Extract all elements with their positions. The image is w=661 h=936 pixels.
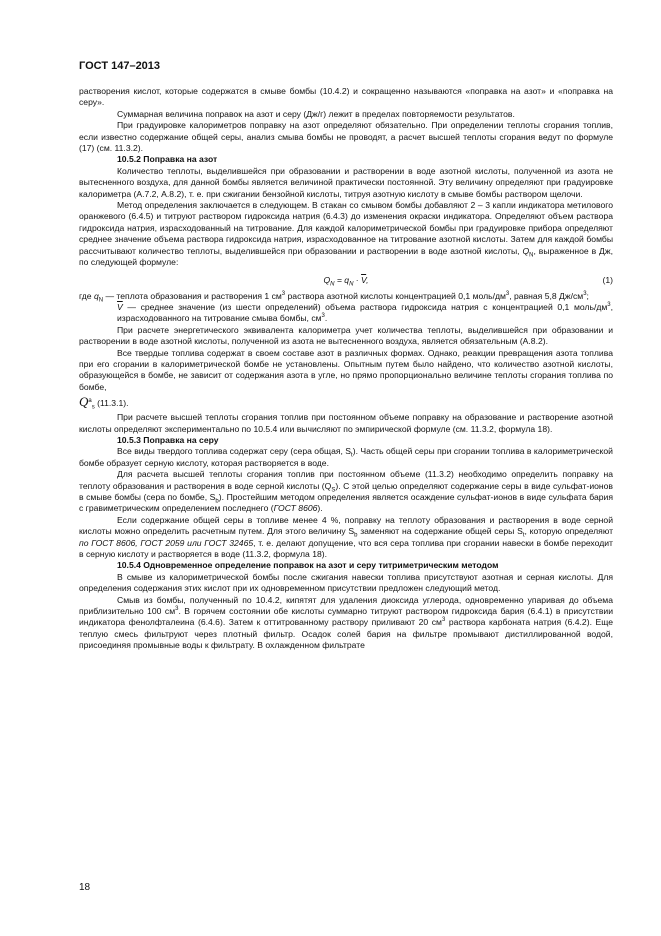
formula-expression — [79, 272, 613, 289]
formula-1 — [79, 272, 613, 289]
text-run: , т. е. делают допущение, что вся сера топлива при сгорании навески в бомбе переходит в серную кислоту и растворяется в воде (11.3.2, формула 18). — [79, 537, 613, 560]
paragraph — [79, 200, 613, 268]
text-run: Для расчета высшей теплоты сгорания топлив при постоянном объеме (11.3.2) необходимо определить поправку на теплоту образования и растворения в воде серной кислоты (Q — [79, 469, 613, 491]
paragraph — [79, 446, 613, 469]
text-run: где — [79, 290, 94, 301]
superscript: 3 — [321, 313, 325, 320]
standard-reference: ГОСТ 8606 — [273, 503, 318, 514]
text-run: , которую определяют — [524, 526, 614, 537]
paragraph: При расчете энергетического эквивалента калориметра учет количества теплоты, выделившейся при образовании и растворении в воде азотной кислоты, полученной из азота не вытесненного воздуха, является обязательным (А.8.2). — [79, 324, 613, 347]
paragraph: Суммарная величина поправок на азот и серу (Дж/г) лежит в пределах повторяемости результатов. — [117, 108, 515, 119]
text-run: Метод определения заключается в следующем. В стакан со смывом бомбы добавляют 2 – 3 капли индикатора метилового оранжевого (6.4.5) и титруют раствором гидроксида натрия (6.4.3) до изменения окраски индикатора. Определяют объем раствора гидроксида натрия, израсходованный на титрование. Для каждой калориметрической бомбы при градуировке прибора определяют среднее значение объема раствора гидроксида натрия, израсходованное на титрование азотной кислоты. Затем для каждой бомбы рассчитывают количество теплоты, выделившейся при образовании и растворении в воде азотной кислоты, — [79, 200, 613, 256]
superscript: 3 — [175, 606, 179, 613]
superscript: 3 — [583, 290, 587, 297]
text-run: , израсходованного на титрование смыва бомбы, см — [117, 301, 613, 324]
formula-eq: = q — [334, 274, 350, 285]
superscript: 3 — [607, 302, 611, 309]
paragraph: В смыве из калориметрической бомбы после сжигания навески топлива присутствуют азотная и серная кислоты. Для определения содержания этих кислот при их одновременном присутствии предложен следующий метод. — [79, 571, 613, 594]
subscript: t — [522, 532, 525, 539]
text-run: (11.3.1). — [94, 398, 129, 409]
text-run: Смыв из бомбы, полученный по 10.4.2, кипятят для удаления диоксида углерода, одновременно упаривая до объема приблизительно 100 см — [79, 594, 613, 617]
text-run: . В горячем состоянии обе кислоты суммарно титруют раствором гидроксида бария (6.4.1) в присутствии индикатора фенолфталеина (6.4.6). Затем к оттитрованному раствору приливают 20 см — [79, 606, 613, 628]
text-run: , равная 5,8 Дж/см — [509, 290, 584, 301]
superscript: 3 — [505, 290, 510, 297]
section-heading-10-5-3: 10.5.3 Поправка на серу — [117, 434, 219, 445]
superscript: 3 — [441, 617, 446, 624]
subscript: t — [351, 453, 353, 460]
text-run: Все виды твердого топлива содержат серу (сера общая, S — [117, 446, 352, 457]
section-heading-10-5-2: 10.5.2 Поправка на азот — [117, 154, 218, 165]
paragraph: При расчете высшей теплоты сгорания топлив при постоянном объеме поправку на образование и растворение азотной кислоты определяют экспериментально по 10.5.4 или вычисляют по эмпирической формуле (см. 11.3.2, формула 18). — [79, 412, 613, 434]
subscript: N — [330, 281, 335, 288]
document-body — [79, 86, 613, 652]
symbol: $\overline{V}$ — [117, 301, 123, 312]
section-heading-10-5-4: 10.5.4 Одновременное определение поправок на азот и серу титриметрическим методом — [117, 560, 499, 571]
formula-lhs: Q — [323, 274, 331, 285]
paragraph — [79, 595, 613, 652]
symbol: Q — [522, 245, 530, 256]
paragraph — [79, 515, 613, 561]
symbol: Q — [79, 394, 89, 410]
formula-v: $\overline{V}$ — [361, 274, 367, 285]
text-run: ). — [317, 503, 323, 514]
paragraph: Количество теплоты, выделившейся при образовании и растворении в воде азотной кислоты, полученной из азота не вытесненного воздуха, для данной бомбы является величиной практически постоянной. Эту величину определяют при градуировке калориметра (А.7.2, А.8.2), т. е. при сжигании бензойной кислоты, титруя азотную кислоту в смыве бомбы раствором щелочи. — [79, 165, 613, 199]
text-run: — среднее значение (из шести определений) объема раствора гидроксида натрия с концентрацией 0,1 моль/дм — [122, 301, 608, 312]
where-clause-q — [79, 291, 613, 302]
text-run: ). С этой целью определяют содержание серы в виде сульфат-ионов в смыве бомбы (сера по бомбе, S — [79, 480, 613, 502]
standard-reference: по ГОСТ 8606, ГОСТ 2059 или ГОСТ 32465 — [79, 537, 254, 548]
formula-end: , — [366, 274, 369, 285]
document-header: ГОСТ 147–2013 — [79, 60, 161, 72]
paragraph: Все твердые топлива содержат в своем составе азот в различных формах. Однако, реакции превращения азота топлива при его сгорании в калориметрической бомбе не установлены. Опытным путем было найдено, что количество азотной кислоты, образующейся в бомбе, не зависит от содержания азота в угле, но прямо пропорционально величине теплоты сгорания топлива по бомбе, — [79, 347, 613, 392]
superscript: a — [88, 398, 92, 405]
symbol: q — [93, 290, 99, 301]
text-run: ; — [586, 290, 589, 301]
where-clause-v — [79, 302, 613, 325]
text-run: раствора карбоната натрия (6.4.2). Еще теплую смесь фильтруют через плотный фильтр. Осадок солей бария на фильтре промывают дистиллированной водой, присоединяя промывные воды к фильтрату. В охлажденном фильтрате — [79, 617, 613, 651]
text-run: , выраженное в Дж, по следующей формуле: — [79, 245, 613, 268]
text-run: Если содержание общей серы в топливе менее 4 %, поправку на теплоту образования и растворения в воде серной кислоты можно определить расчетным путем. Для этого величину S — [79, 514, 613, 537]
document-page — [79, 60, 613, 652]
text-run: ). Часть общей серы при сгорании топлива в калориметрической бомбе образует серную кислоту, которая растворяется в воде. — [79, 446, 613, 468]
paragraph: растворения кислот, которые содержатся в смыве бомбы (10.4.2) и сокращенно называются «поправка на азот» и «поправка на серу». — [79, 86, 613, 108]
subscript: N — [98, 297, 104, 304]
paragraph — [79, 469, 613, 515]
superscript: 3 — [281, 290, 286, 297]
subscript: N — [529, 252, 534, 259]
subscript: b — [354, 532, 358, 539]
text-run: заменяют на содержание общей серы S — [357, 526, 523, 537]
text-run: раствора азотной кислоты концентрацией 0,1 моль/дм — [285, 290, 506, 301]
subscript: S — [331, 487, 336, 494]
heat-symbol-line — [79, 393, 613, 412]
subscript: b — [215, 498, 219, 505]
subscript: N — [349, 281, 354, 288]
formula-number: (1) — [602, 274, 613, 285]
subscript: s — [91, 404, 95, 411]
text-run: ). Простейшим методом определения является осаждение сульфат-ионов в виде сульфата бария с гравиметрическим определением последнего ( — [79, 492, 613, 514]
formula-dot: · — [353, 274, 362, 285]
text-run: — теплота образования и растворения 1 см — [103, 290, 282, 301]
text-run: . — [324, 313, 328, 324]
page-number: 18 — [79, 882, 91, 893]
paragraph: При градуировке калориметров поправку на азот определяют обязательно. При определении теплоты сгорания топлив, если известно содержание общей серы, анализ смыва бомбы не проводят, а расчет высшей теплоты сгорания ведут по формуле (17) (см. 11.3.2). — [79, 120, 613, 154]
